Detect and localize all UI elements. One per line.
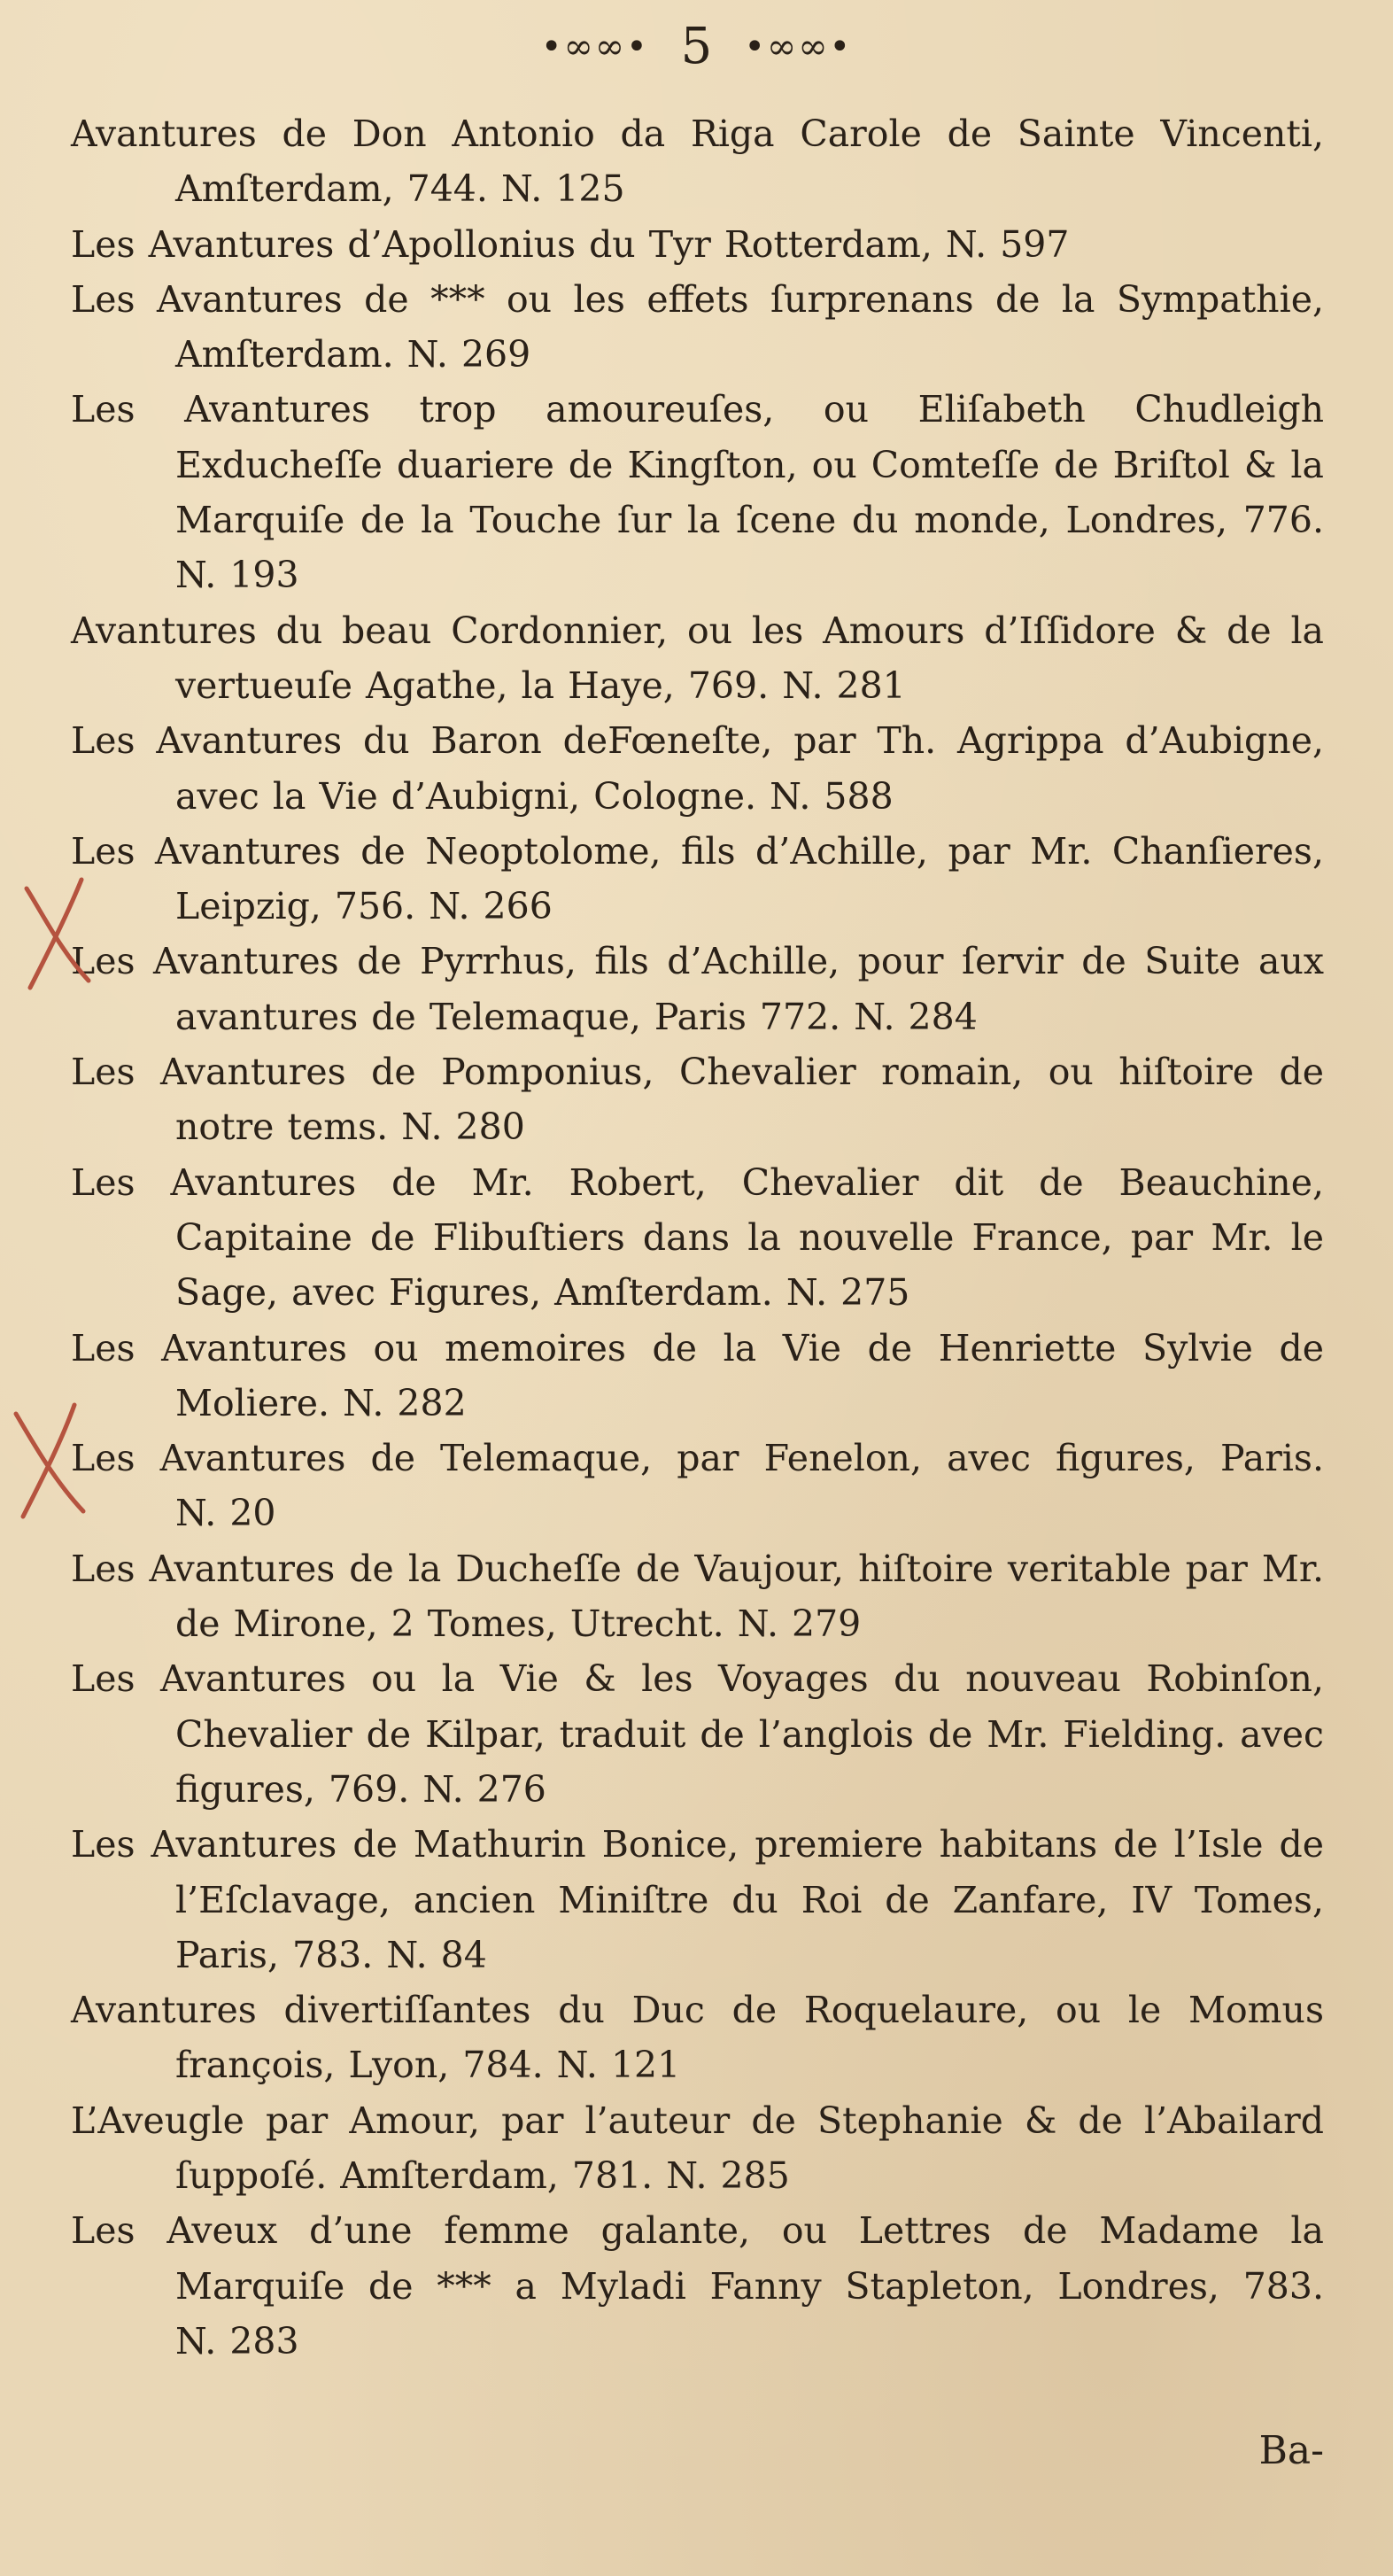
- entry-text: Les Avantures de Neoptolome, fils d’Achille, par Mr. Chanſieres, Leipzig, 756.: [71, 829, 1324, 928]
- entry-number: N. 269: [406, 333, 531, 376]
- entry-text: Les Avantures du Baron deFœneſte, par Th. Agrippa d’Aubigne, avec la Vie d’Aubigni, Cologne.: [71, 719, 1324, 818]
- catalog-entry: [71, 603, 1324, 714]
- catchword: Ba-: [1258, 2428, 1324, 2473]
- entry-text: Avantures de Don Antonio da Riga Carole de Sainte Vincenti, Amſterdam, 744.: [71, 113, 1324, 211]
- entry-number: N. 20: [175, 1492, 276, 1535]
- entry-text: L’Aveugle par Amour, par l’auteur de Stephanie & de l’Abailard ſuppoſé. Amſterdam, 781.: [71, 2099, 1324, 2197]
- entry-number: N. 125: [500, 167, 625, 211]
- page-header: [0, 16, 1393, 78]
- entry-number: N. 597: [945, 222, 1070, 266]
- ornament-right: •∞∞•: [744, 27, 853, 67]
- catalog-entry: [71, 934, 1324, 1044]
- catalog-entry: [71, 2203, 1324, 2369]
- entry-text: Les Avantures ou memoires de la Vie de Henriette Sylvie de Moliere.: [71, 1326, 1324, 1424]
- margin-cross-mark: [19, 873, 99, 997]
- catalog-entry: [71, 382, 1324, 602]
- catalog-entry-list: [71, 106, 1324, 2369]
- catalog-entry: [71, 272, 1324, 383]
- entry-number: N. 84: [386, 1933, 487, 1976]
- entry-number: N. 283: [175, 2319, 299, 2363]
- entry-number: N. 266: [429, 885, 553, 928]
- catalog-entry: [71, 1155, 1324, 1321]
- entry-number: N. 193: [175, 554, 299, 597]
- catalog-entry: [71, 1321, 1324, 1432]
- entry-text: Les Avantures de *** ou les effets ſurprenans de la Sympathie, Amſterdam.: [71, 277, 1324, 376]
- entry-number: N. 279: [737, 1602, 862, 1646]
- catalog-entry: [71, 106, 1324, 217]
- entry-text: Les Avantures ou la Vie & les Voyages du nouveau Robinſon, Chevalier de Kilpar, traduit de l’anglois de Mr. Fielding. avec figures, 769.: [71, 1657, 1324, 1811]
- catalog-entry: [71, 1431, 1324, 1541]
- entry-text: Les Aveux d’une femme galante, ou Lettres de Madame la Marquiſe de *** a Myladi Fanny Stapleton, Londres, 783.: [71, 2209, 1324, 2308]
- entry-number: N. 282: [343, 1381, 467, 1424]
- entry-text: Les Avantures trop amoureuſes, ou Eliſabeth Chudleigh Exducheſſe duariere de Kingſton, ou Comteſſe de Briſtol & la Marquiſe de la Touche ſur la ſcene du monde, Londres, 776.: [71, 388, 1324, 542]
- catalog-entry: [71, 2093, 1324, 2204]
- entry-number: N. 276: [422, 1767, 546, 1811]
- entry-number: N. 588: [770, 774, 894, 818]
- catalog-entry: [71, 1541, 1324, 1652]
- margin-cross-mark: [11, 1400, 90, 1524]
- entry-number: N. 285: [666, 2153, 790, 2197]
- entry-number: N. 280: [401, 1106, 525, 1149]
- catalog-entry: [71, 713, 1324, 824]
- entry-text: Les Avantures de Mr. Robert, Chevalier dit de Beauchine, Capitaine de Flibuſtiers dans la nouvelle France, par Mr. le Sage, avec Figures, Amſterdam.: [71, 1160, 1324, 1315]
- entry-text: Avantures divertiſſantes du Duc de Roquelaure, ou le Momus françois, Lyon, 784.: [71, 1989, 1324, 2087]
- entry-text: Les Avantures de Telemaque, par Fenelon, avec figures, Paris.: [71, 1437, 1324, 1480]
- catalog-entry: [71, 824, 1324, 935]
- entry-number: N. 281: [782, 663, 906, 707]
- cross-mark-icon: [19, 873, 99, 997]
- catalog-entry: [71, 1982, 1324, 2093]
- catalog-entry: [71, 1044, 1324, 1155]
- entry-number: N. 275: [785, 1271, 910, 1315]
- entry-text: Avantures du beau Cordonnier, ou les Amours d’Iſſidore & de la vertueuſe Agathe, la Haye, 769.: [71, 609, 1324, 707]
- entry-text: Les Avantures d’Apollonius du Tyr Rotterdam,: [71, 222, 933, 266]
- catalog-entry: [71, 217, 1324, 272]
- catalog-entry: [71, 1817, 1324, 1982]
- page-number: 5: [680, 18, 713, 75]
- ornament-left: •∞∞•: [540, 27, 649, 67]
- entry-number: N. 121: [556, 2044, 681, 2087]
- cross-mark-icon: [11, 1400, 90, 1524]
- entry-text: Les Avantures de Pomponius, Chevalier romain, ou hiſtoire de notre tems.: [71, 1051, 1324, 1149]
- entry-text: Les Avantures de Pyrrhus, fils d’Achille, pour ſervir de Suite aux avantures de Telemaque, Paris 772.: [71, 940, 1324, 1038]
- entry-number: N. 284: [854, 995, 978, 1038]
- entry-text: Les Avantures de Mathurin Bonice, premiere habitans de l’Isle de l’Eſclavage, ancien Miniſtre du Roi de Zanfare, IV Tomes, Paris, 783.: [71, 1823, 1324, 1976]
- entry-text: Les Avantures de la Ducheſſe de Vaujour, hiſtoire veritable par Mr. de Mirone, 2 Tomes, Utrecht.: [71, 1547, 1324, 1646]
- catalog-entry: [71, 1651, 1324, 1817]
